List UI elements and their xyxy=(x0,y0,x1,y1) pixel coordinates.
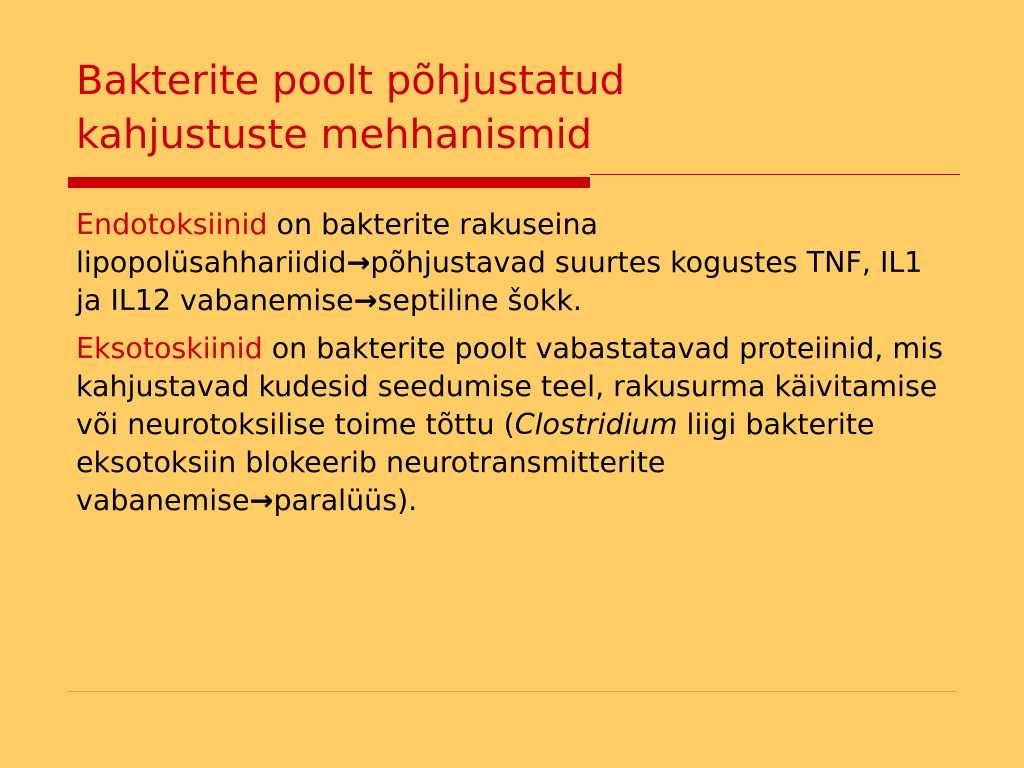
title-line-2: kahjustuste mehhanismid xyxy=(76,112,593,158)
paragraph-text: liigi bakterite eksotoksiin blokeerib neurotransmitterite vabanemise xyxy=(76,408,875,517)
arrow-right-icon: → xyxy=(249,484,274,517)
paragraph-endotoxins xyxy=(76,206,956,320)
term-exotoxins: Eksotoskiinid xyxy=(76,332,263,365)
paragraph-exotoxins xyxy=(76,330,956,520)
slide-title xyxy=(76,54,956,162)
slide-body xyxy=(76,206,956,530)
arrow-right-icon: → xyxy=(353,284,378,317)
bottom-divider xyxy=(68,691,956,692)
paragraph-text: põhjustavad suurtes kogustes TNF, IL1 ja IL12 vabanemise xyxy=(76,246,923,317)
paragraph-text: on bakterite rakuseina lipopolüsahhariidid xyxy=(76,208,598,279)
arrow-right-icon: → xyxy=(346,246,371,279)
term-endotoxins: Endotoksiinid xyxy=(76,208,268,241)
title-underline-thick xyxy=(68,177,590,188)
title-underline-thin xyxy=(590,174,960,175)
paragraph-text: septiline šokk. xyxy=(377,284,582,317)
paragraph-text: on bakterite poolt vabastatavad proteiinid, mis kahjustavad kudesid seedumise teel, rakusurma käivitamise või neurotoksilise toime tõttu ( xyxy=(76,332,943,441)
italic-genus-name: Clostridium xyxy=(514,408,678,441)
paragraph-text: paralüüs). xyxy=(273,484,418,517)
title-line-1: Bakterite poolt põhjustatud xyxy=(76,58,625,104)
